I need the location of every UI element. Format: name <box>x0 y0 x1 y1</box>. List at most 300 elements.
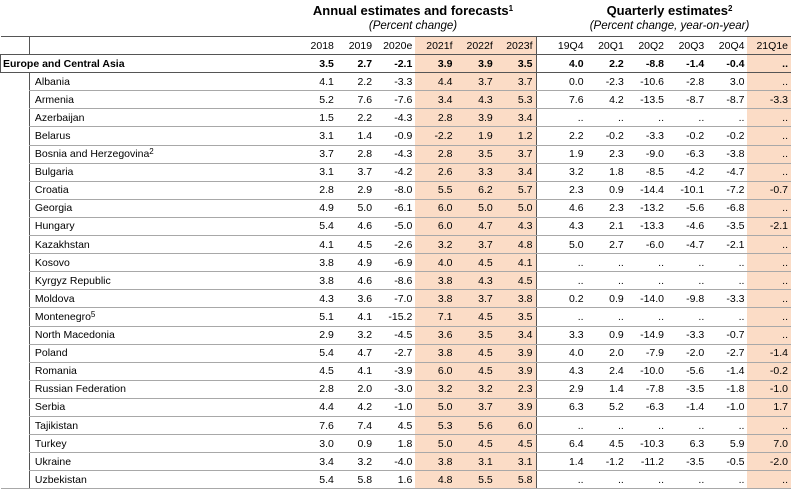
table-cell: 4.3 <box>546 362 586 380</box>
table-cell: .. <box>546 471 586 489</box>
header-name-cell <box>29 37 298 55</box>
table-cell: 3.2 <box>456 380 496 398</box>
table-row <box>1 127 791 145</box>
table-cell: 5.2 <box>587 398 627 416</box>
table-cell: -6.3 <box>667 145 707 163</box>
country-name <box>29 127 298 145</box>
country-label: Kazakhstan <box>35 239 90 251</box>
spacer-cell <box>16 453 29 471</box>
country-name <box>29 109 298 127</box>
table-cell: 5.5 <box>415 181 455 199</box>
table-cell: 5.6 <box>456 416 496 434</box>
table-cell: 4.3 <box>456 272 496 290</box>
spacer-cell <box>16 254 29 272</box>
country-label: North Macedonia <box>35 329 115 341</box>
table-cell: -9.8 <box>667 290 707 308</box>
table-cell: 3.1 <box>299 127 337 145</box>
spacer-cell <box>16 471 29 489</box>
table-cell: -2.3 <box>587 73 627 91</box>
country-label: Bosnia and Herzegovina <box>35 148 149 160</box>
table-cell: 7.6 <box>299 416 337 434</box>
table-cell: 2.6 <box>415 163 455 181</box>
country-name <box>29 254 298 272</box>
table-row <box>1 272 791 290</box>
table-cell: 4.3 <box>496 217 536 235</box>
table-cell: -4.6 <box>667 217 707 235</box>
table-cell: .. <box>667 254 707 272</box>
country-name <box>29 398 298 416</box>
table-cell: -7.2 <box>707 181 747 199</box>
table-cell: 3.9 <box>496 344 536 362</box>
table-cell: 4.7 <box>337 344 375 362</box>
table-cell: 3.8 <box>299 272 337 290</box>
table-cell: -2.0 <box>747 453 791 471</box>
table-cell: 0.0 <box>546 73 586 91</box>
table-cell: 5.0 <box>496 199 536 217</box>
table-cell: -3.3 <box>667 326 707 344</box>
table-cell: -10.3 <box>627 435 667 453</box>
table-row <box>1 91 791 109</box>
table-cell: -11.2 <box>627 453 667 471</box>
group-value: 2.7 <box>337 55 375 73</box>
quarterly-subtitle: (Percent change, year-on-year) <box>548 19 791 33</box>
column-header: 2020e <box>375 37 415 55</box>
table-cell: 2.8 <box>299 380 337 398</box>
table-cell: -4.2 <box>667 163 707 181</box>
table-cell: -10.0 <box>627 362 667 380</box>
spacer-cell <box>16 127 29 145</box>
column-gap <box>536 471 546 489</box>
column-gap <box>536 435 546 453</box>
table-cell: -3.0 <box>375 380 415 398</box>
country-name <box>29 236 298 254</box>
table-cell: 6.3 <box>667 435 707 453</box>
spacer-cell <box>1 453 16 471</box>
column-gap <box>536 326 546 344</box>
table-cell: 4.6 <box>337 217 375 235</box>
table-cell: -7.8 <box>627 380 667 398</box>
table-cell: 7.4 <box>337 416 375 434</box>
table-cell: -4.0 <box>375 453 415 471</box>
table-cell: 3.2 <box>415 380 455 398</box>
spacer-cell <box>16 435 29 453</box>
spacer-cell <box>1 344 16 362</box>
table-cell: -8.7 <box>667 91 707 109</box>
table-cell: -9.0 <box>627 145 667 163</box>
table-cell: .. <box>747 272 791 290</box>
table-cell: 3.7 <box>496 145 536 163</box>
annual-footnote: 1 <box>509 4 513 13</box>
group-name: Europe and Central Asia <box>1 55 299 73</box>
table-cell: -0.9 <box>375 127 415 145</box>
country-name <box>29 380 298 398</box>
group-row <box>1 55 791 73</box>
table-cell: 3.9 <box>496 362 536 380</box>
table-cell: 3.8 <box>415 272 455 290</box>
table-cell: 3.4 <box>415 91 455 109</box>
table-cell: -13.2 <box>627 199 667 217</box>
country-name <box>29 272 298 290</box>
table-cell: 6.0 <box>496 416 536 434</box>
table-row <box>1 73 791 91</box>
column-header: 20Q3 <box>667 37 707 55</box>
table-row <box>1 471 791 489</box>
spacer-cell <box>1 199 16 217</box>
spacer-cell <box>16 308 29 326</box>
country-label: Armenia <box>35 94 74 106</box>
table-body <box>1 37 791 489</box>
spacer-cell <box>1 308 16 326</box>
table-cell: 3.9 <box>456 109 496 127</box>
table-cell: .. <box>627 471 667 489</box>
country-label: Hungary <box>35 220 75 232</box>
table-cell: 3.7 <box>456 236 496 254</box>
spacer-cell <box>1 380 16 398</box>
table-cell: 3.3 <box>546 326 586 344</box>
table-cell: 4.1 <box>299 236 337 254</box>
table-cell: .. <box>546 416 586 434</box>
country-name <box>29 416 298 434</box>
column-header-row <box>1 37 791 55</box>
table-cell: 2.2 <box>337 109 375 127</box>
table-cell: -3.3 <box>375 73 415 91</box>
country-name <box>29 199 298 217</box>
group-value: -8.8 <box>627 55 667 73</box>
table-cell: 4.6 <box>337 272 375 290</box>
table-cell: .. <box>707 308 747 326</box>
spacer-cell <box>16 236 29 254</box>
country-footnote: 5 <box>91 310 95 319</box>
table-cell: 4.1 <box>299 73 337 91</box>
table-cell: -4.7 <box>667 236 707 254</box>
country-name <box>29 73 298 91</box>
spacer-cell <box>1 398 16 416</box>
table-cell: 1.8 <box>587 163 627 181</box>
country-label: Moldova <box>35 293 75 305</box>
table-cell: 3.3 <box>456 163 496 181</box>
table-cell: 3.5 <box>456 326 496 344</box>
table-cell: 4.5 <box>375 416 415 434</box>
column-gap <box>536 91 546 109</box>
table-cell: 0.9 <box>337 435 375 453</box>
column-gap <box>536 362 546 380</box>
table-cell: -0.2 <box>747 362 791 380</box>
column-gap <box>536 272 546 290</box>
table-cell: -2.7 <box>375 344 415 362</box>
table-cell: 5.1 <box>299 308 337 326</box>
country-label: Poland <box>35 347 68 359</box>
column-gap <box>536 163 546 181</box>
table-cell: .. <box>747 145 791 163</box>
column-gap <box>536 416 546 434</box>
country-label: Bulgaria <box>35 166 74 178</box>
table-cell: 3.8 <box>415 290 455 308</box>
table-cell: 3.1 <box>456 453 496 471</box>
spacer-cell <box>1 109 16 127</box>
table-cell: -6.8 <box>707 199 747 217</box>
table-cell: 4.5 <box>496 272 536 290</box>
spacer-cell <box>1 435 16 453</box>
spacer-cell <box>16 163 29 181</box>
spacer-cell <box>1 145 16 163</box>
table-row <box>1 344 791 362</box>
spacer-cell <box>1 217 16 235</box>
table-cell: -13.3 <box>627 217 667 235</box>
table-row <box>1 380 791 398</box>
table-cell: 1.4 <box>587 380 627 398</box>
column-gap <box>536 37 546 55</box>
spacer-cell <box>1 163 16 181</box>
table-cell: 7.1 <box>415 308 455 326</box>
table-cell: -7.0 <box>375 290 415 308</box>
column-gap <box>536 199 546 217</box>
spacer-cell <box>1 416 16 434</box>
spacer-cell <box>1 254 16 272</box>
table-cell: 5.7 <box>496 181 536 199</box>
column-header: 19Q4 <box>546 37 586 55</box>
table-cell: -2.1 <box>707 236 747 254</box>
table-cell: 5.0 <box>456 199 496 217</box>
table-cell: -0.2 <box>587 127 627 145</box>
table-cell: 5.5 <box>456 471 496 489</box>
table-cell: 5.4 <box>299 217 337 235</box>
table-cell: -1.4 <box>667 398 707 416</box>
table-cell: 2.2 <box>546 127 586 145</box>
country-footnote: 2 <box>149 147 153 156</box>
table-cell: -3.5 <box>667 380 707 398</box>
table-cell: 3.8 <box>415 344 455 362</box>
table-cell: .. <box>747 73 791 91</box>
table-cell: 4.1 <box>337 308 375 326</box>
table-cell: 3.6 <box>337 290 375 308</box>
spacer-cell <box>1 290 16 308</box>
table-cell: -8.6 <box>375 272 415 290</box>
table-cell: 0.9 <box>587 290 627 308</box>
table-cell: -1.0 <box>707 398 747 416</box>
table-cell: 1.2 <box>496 127 536 145</box>
table-cell: 1.4 <box>337 127 375 145</box>
country-name <box>29 471 298 489</box>
table-cell: 5.8 <box>496 471 536 489</box>
table-cell: 3.4 <box>496 163 536 181</box>
spacer-cell <box>16 290 29 308</box>
table-cell: .. <box>627 416 667 434</box>
table-row <box>1 109 791 127</box>
table-cell: -10.1 <box>667 181 707 199</box>
column-gap <box>536 127 546 145</box>
table-cell: 5.4 <box>299 471 337 489</box>
table-cell: 4.0 <box>546 344 586 362</box>
table-cell: .. <box>747 254 791 272</box>
table-cell: -4.5 <box>375 326 415 344</box>
table-cell: -0.5 <box>707 453 747 471</box>
table-cell: .. <box>627 254 667 272</box>
table-cell: .. <box>747 308 791 326</box>
table-cell: .. <box>587 272 627 290</box>
table-row <box>1 163 791 181</box>
annual-header <box>288 0 538 36</box>
country-name <box>29 290 298 308</box>
table-cell: .. <box>587 308 627 326</box>
table-cell: 3.8 <box>299 254 337 272</box>
table-cell: 4.5 <box>337 236 375 254</box>
column-header: 20Q2 <box>627 37 667 55</box>
table-cell: .. <box>627 109 667 127</box>
table-cell: .. <box>707 471 747 489</box>
group-value: -0.4 <box>707 55 747 73</box>
table-cell: .. <box>627 272 667 290</box>
table-cell: 3.1 <box>299 163 337 181</box>
table-cell: 4.5 <box>456 344 496 362</box>
column-gap <box>536 73 546 91</box>
table-cell: .. <box>546 109 586 127</box>
table-cell: 4.4 <box>299 398 337 416</box>
table-cell: 3.5 <box>496 308 536 326</box>
table-cell: 4.8 <box>415 471 455 489</box>
column-gap <box>536 254 546 272</box>
table-row <box>1 308 791 326</box>
table-cell: .. <box>546 254 586 272</box>
table-cell: 1.7 <box>747 398 791 416</box>
country-label: Georgia <box>35 202 72 214</box>
country-label: Romania <box>35 365 77 377</box>
table-cell: 7.6 <box>546 91 586 109</box>
group-value: 2.2 <box>587 55 627 73</box>
table-cell: 2.8 <box>299 181 337 199</box>
table-cell: -3.3 <box>707 290 747 308</box>
table-cell: 4.1 <box>337 362 375 380</box>
table-cell: -2.8 <box>667 73 707 91</box>
table-cell: 3.2 <box>337 326 375 344</box>
table-cell: 1.9 <box>456 127 496 145</box>
table-cell: -14.4 <box>627 181 667 199</box>
table-cell: -6.3 <box>627 398 667 416</box>
column-gap <box>536 453 546 471</box>
spacer-cell <box>16 362 29 380</box>
table-cell: 3.9 <box>496 398 536 416</box>
table-cell: -3.3 <box>747 91 791 109</box>
table-cell: 4.5 <box>456 362 496 380</box>
table-cell: 4.0 <box>415 254 455 272</box>
column-header: 20Q4 <box>707 37 747 55</box>
spacer-cell <box>1 127 16 145</box>
table-cell: 3.7 <box>496 73 536 91</box>
spacer-cell <box>1 362 16 380</box>
table-cell: 4.3 <box>456 91 496 109</box>
country-label: Uzbekistan <box>35 474 87 486</box>
table-cell: 3.4 <box>496 326 536 344</box>
table-cell: 6.2 <box>456 181 496 199</box>
table-cell: .. <box>667 471 707 489</box>
table-cell: -1.4 <box>747 344 791 362</box>
table-cell: -2.2 <box>415 127 455 145</box>
spacer-cell <box>16 344 29 362</box>
table-cell: 4.5 <box>456 254 496 272</box>
table-cell: .. <box>707 416 747 434</box>
country-label: Montenegro <box>35 311 91 323</box>
table-cell: 7.0 <box>747 435 791 453</box>
table-cell: 4.6 <box>546 199 586 217</box>
table-cell: 1.4 <box>546 453 586 471</box>
group-value: 3.5 <box>496 55 536 73</box>
group-value: 3.5 <box>299 55 337 73</box>
table-cell: -0.2 <box>667 127 707 145</box>
table-cell: 2.3 <box>587 199 627 217</box>
table-cell: -3.5 <box>707 217 747 235</box>
table-cell: 1.8 <box>375 435 415 453</box>
country-label: Kosovo <box>35 257 70 269</box>
table-cell: -2.1 <box>747 217 791 235</box>
table-cell: -7.9 <box>627 344 667 362</box>
spacer-cell <box>1 326 16 344</box>
table-cell: 7.6 <box>337 91 375 109</box>
table-cell: 4.7 <box>456 217 496 235</box>
spacer-cell <box>16 199 29 217</box>
country-name <box>29 145 298 163</box>
table-cell: 3.0 <box>707 73 747 91</box>
table-cell: -14.9 <box>627 326 667 344</box>
table-cell: 3.7 <box>456 398 496 416</box>
table-cell: .. <box>667 416 707 434</box>
table-row <box>1 453 791 471</box>
table-cell: 6.0 <box>415 199 455 217</box>
table-cell: 1.5 <box>299 109 337 127</box>
table-cell: -1.4 <box>707 362 747 380</box>
spacer-cell <box>16 91 29 109</box>
table-cell: 3.7 <box>456 290 496 308</box>
group-value: .. <box>747 55 791 73</box>
spacer-cell <box>16 109 29 127</box>
table-cell: .. <box>747 127 791 145</box>
table-cell: 4.3 <box>546 217 586 235</box>
table-cell: 5.9 <box>707 435 747 453</box>
spacer-cell <box>16 145 29 163</box>
country-name <box>29 181 298 199</box>
table-cell: .. <box>667 308 707 326</box>
country-label: Kyrgyz Republic <box>35 275 111 287</box>
column-gap <box>536 109 546 127</box>
table-cell: -6.9 <box>375 254 415 272</box>
country-label: Belarus <box>35 130 71 142</box>
table-cell: 0.9 <box>587 181 627 199</box>
table-cell: .. <box>747 416 791 434</box>
spacer-cell <box>1 181 16 199</box>
column-header: 2022f <box>456 37 496 55</box>
table-cell: .. <box>707 272 747 290</box>
table-cell: 5.2 <box>299 91 337 109</box>
table-cell: -6.1 <box>375 199 415 217</box>
table-cell: -4.7 <box>707 163 747 181</box>
table-cell: -2.7 <box>707 344 747 362</box>
table-cell: 3.7 <box>456 73 496 91</box>
column-header: 2018 <box>299 37 337 55</box>
column-header: 2023f <box>496 37 536 55</box>
country-label: Ukraine <box>35 456 71 468</box>
table-cell: -5.6 <box>667 362 707 380</box>
spacer-cell <box>1 37 16 55</box>
column-gap <box>536 181 546 199</box>
table-cell: .. <box>747 199 791 217</box>
table-cell: 4.5 <box>587 435 627 453</box>
table-cell: -1.0 <box>375 398 415 416</box>
table-cell: -3.8 <box>707 145 747 163</box>
column-header: 2021f <box>415 37 455 55</box>
column-gap <box>536 290 546 308</box>
table-cell: -6.0 <box>627 236 667 254</box>
quarterly-title: Quarterly estimates <box>607 3 728 18</box>
table-cell: -4.3 <box>375 145 415 163</box>
table-row <box>1 254 791 272</box>
